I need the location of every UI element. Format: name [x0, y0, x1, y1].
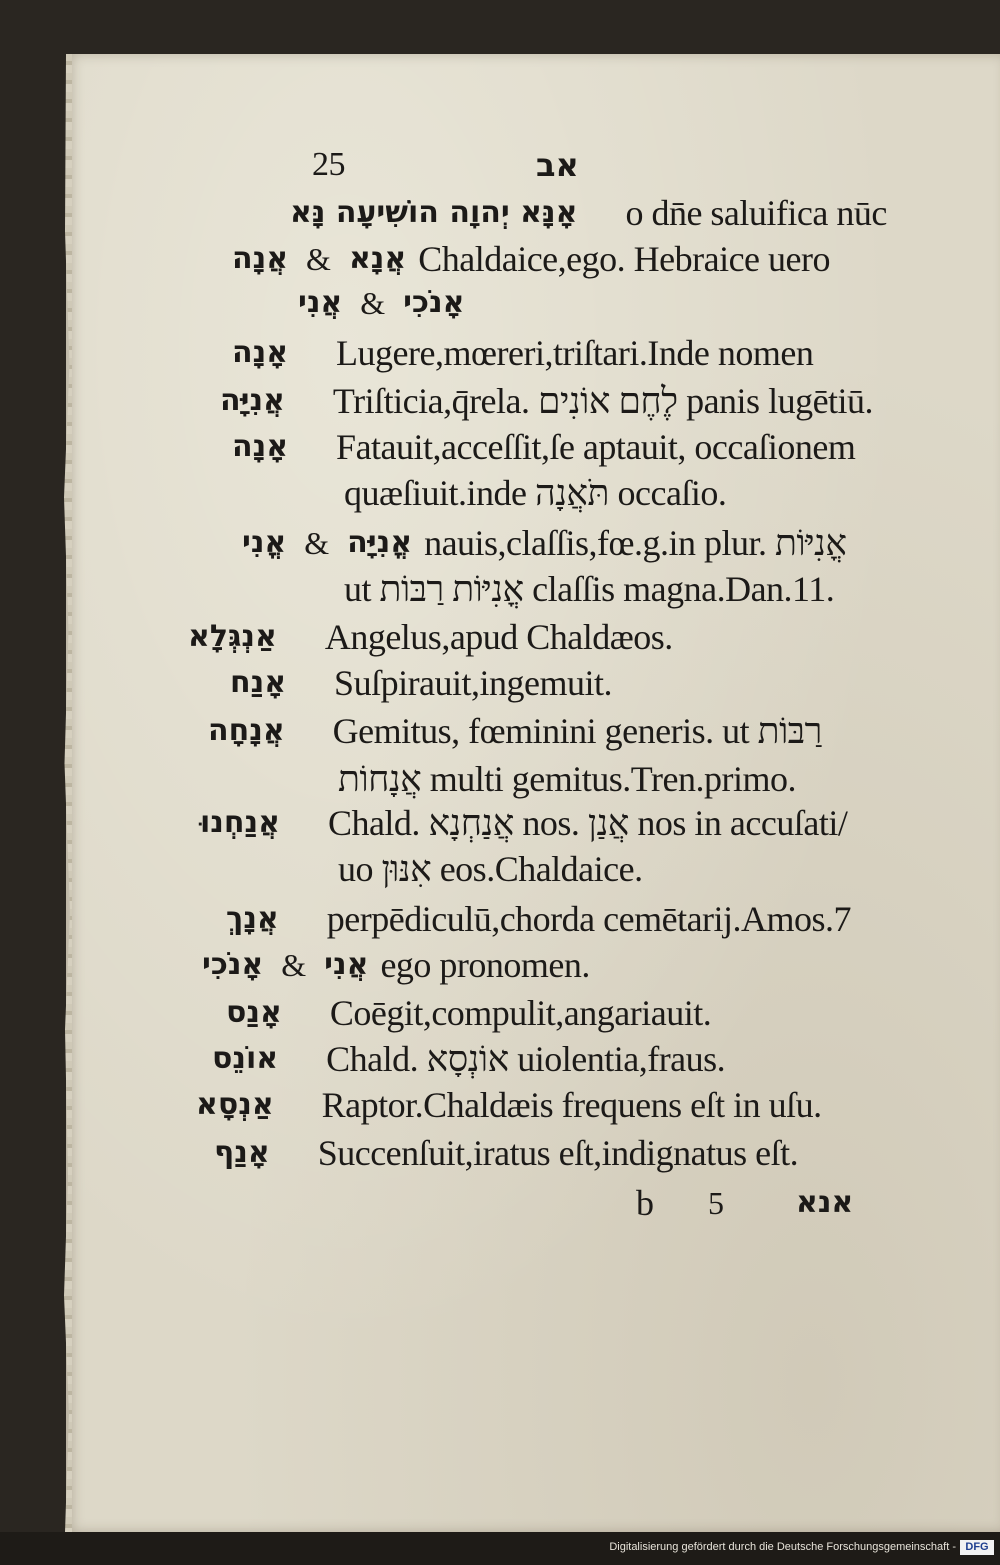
dictionary-entry-line [298, 280, 1000, 322]
hebrew-headword: אֲנָךְ [226, 901, 279, 936]
dictionary-entry-line [196, 1082, 1000, 1124]
latin-gloss: Succenſuit,iratus eſt,indignatus eſt. [317, 1133, 799, 1173]
latin-gloss: Coēgit,compulit,angariauit. [329, 993, 712, 1033]
digitization-footer [0, 1532, 1000, 1565]
hebrew-headword: אָנַח [230, 665, 287, 700]
running-head [66, 144, 1000, 186]
dictionary-entry-line [188, 614, 1000, 656]
latin-gloss: perpēdiculū,chorda cemētarij.Amos.7 [326, 899, 852, 939]
dictionary-entry-line [232, 330, 1000, 372]
dictionary-entry-line [290, 190, 1000, 232]
hebrew-variant: אֲנָא [348, 241, 407, 276]
latin-gloss: Gemitus, fœminini generis. ut רַבּוֹת [332, 711, 822, 751]
latin-gloss: o dn̄e saluifica nūc [625, 193, 887, 233]
ampersand: & [360, 285, 386, 321]
dictionary-entry-line [212, 1036, 1000, 1078]
latin-gloss: ut אֳנִיּוֹת רַבּוֹת claſſis magna.Dan.11. [344, 569, 835, 609]
hebrew-headword: אָנָּא יְהוָה הוֹשִׁיעָה נָּא [290, 195, 578, 230]
dictionary-entry-line [200, 800, 1000, 842]
latin-gloss: Triſticia,q̄rela. לֶחֶם אוֹנִים panis lugētiū. [332, 381, 874, 421]
dictionary-entry-line [226, 990, 1000, 1032]
hebrew-headword: אָנָה [232, 429, 289, 464]
latin-gloss: אֲנָחוֹת multi gemitus.Tren.primo. [338, 759, 796, 799]
dictionary-entry-line [290, 846, 1000, 888]
dfg-logo-icon: DFG [960, 1540, 994, 1555]
hebrew-headword: אָנַף [214, 1135, 270, 1170]
latin-gloss: uo אִנּוּן eos.Chaldaice. [338, 849, 643, 889]
hebrew-variant: אֲנִי [324, 947, 369, 982]
hebrew-headword: אוֹנֵס [212, 1041, 279, 1076]
hebrew-headword: אֲנַחְנוּ [200, 805, 280, 840]
latin-gloss: Angelus,apud Chaldæos. [324, 617, 673, 657]
dictionary-entry-line [232, 424, 1000, 466]
dictionary-entry-line [296, 470, 1000, 512]
funding-credit: Digitalisierung gefördert durch die Deutsche Forschungsgemeinschaft - [609, 1541, 956, 1553]
page-number: 25 [312, 146, 345, 183]
hebrew-headword: אֳנִי [242, 525, 287, 560]
signature-number: 5 [708, 1185, 724, 1221]
hebrew-headword: אָנַס [226, 995, 282, 1030]
ampersand: & [281, 947, 307, 983]
dictionary-entry-line [226, 896, 1000, 938]
signature-letter: b [636, 1183, 654, 1223]
hebrew-headword: אֲנָחָה [208, 713, 285, 748]
running-head-hebrew: אב [536, 146, 579, 184]
latin-gloss: Chald. אֲנַחְנָא nos. אֲנַן nos in accuſati/ [327, 803, 848, 843]
dictionary-entry-line [202, 942, 1000, 984]
dictionary-entry-line [290, 756, 1000, 798]
latin-gloss: Lugere,mœreri,triſtari.Inde nomen [336, 333, 814, 373]
dictionary-entry-line [232, 236, 1000, 278]
hebrew-headword: אֲנָה [232, 241, 289, 276]
latin-gloss: Suſpirauit,ingemuit. [334, 663, 613, 703]
latin-gloss: quæſiuit.inde תֹּאֲנָה occaſio. [344, 473, 727, 513]
dictionary-entry-line [220, 378, 1000, 420]
dictionary-entry-line [296, 566, 1000, 608]
dictionary-entry-line [242, 520, 1000, 562]
catchword: אנא [796, 1185, 854, 1220]
hebrew-headword: אַנְסָא [196, 1087, 274, 1122]
dictionary-entry-line [208, 708, 1000, 750]
latin-gloss: ego pronomen. [380, 945, 590, 985]
hebrew-headword: אַנְגְּלָא [188, 619, 277, 654]
hebrew-headword: אָנֹכִי [202, 947, 264, 982]
hebrew-variant: אָנֹכִי [403, 285, 465, 320]
ampersand: & [304, 525, 330, 561]
signature-line [0, 1182, 1000, 1224]
dictionary-entry-line [230, 660, 1000, 702]
latin-gloss: nauis,claſſis,fœ.g.in plur. אֳנִיּוֹת [424, 523, 847, 563]
latin-gloss: Fatauit,acceſſit,ſe aptauit, occaſionem [336, 427, 856, 467]
dictionary-entry-line [214, 1130, 1000, 1172]
ampersand: & [306, 241, 331, 277]
latin-gloss: Raptor.Chaldæis frequens eſt in uſu. [321, 1085, 822, 1125]
latin-gloss: Chald. אוֹנְסָא uiolentia,fraus. [326, 1039, 726, 1079]
hebrew-headword: אֲנִי [298, 285, 343, 320]
hebrew-variant: אֳנִיָּה [347, 525, 413, 560]
hebrew-headword: אֲנִיָּה [220, 383, 285, 418]
hebrew-headword: אָנָה [232, 335, 289, 370]
latin-gloss: Chaldaice,ego. Hebraice uero [418, 239, 830, 279]
